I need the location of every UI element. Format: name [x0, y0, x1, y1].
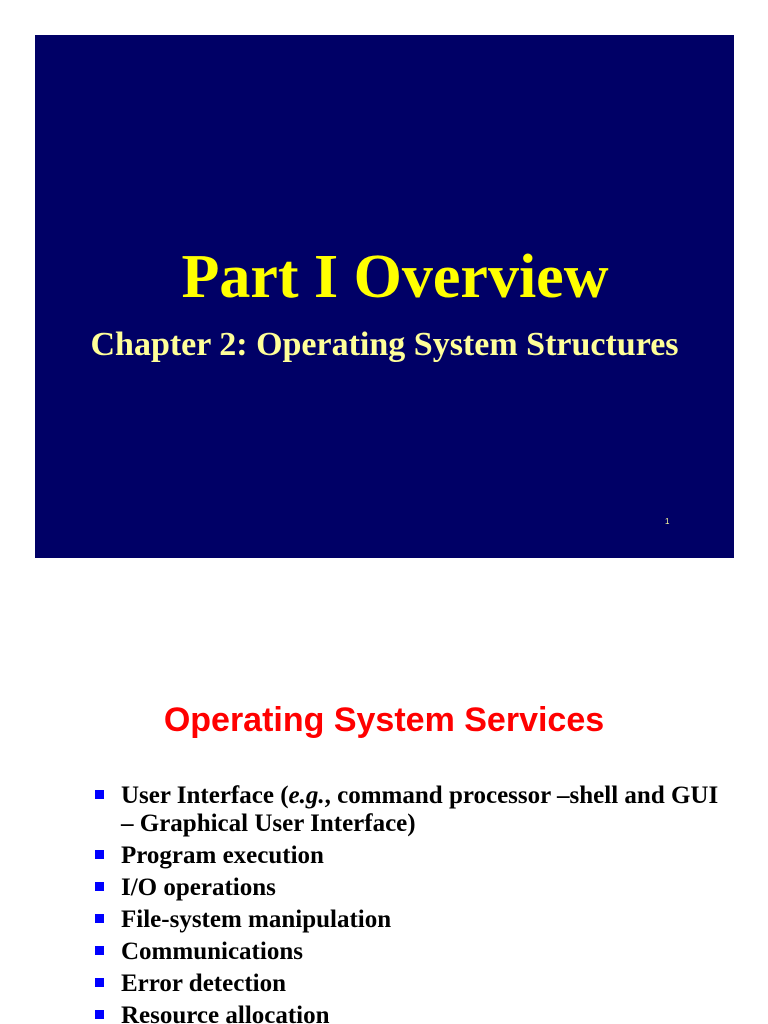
bullet-list — [93, 782, 733, 1024]
slide-page-number: 1 — [665, 517, 670, 526]
slide-subtitle: Chapter 2: Operating System Structures — [90, 326, 679, 363]
bullet-item-resource-allocation — [93, 1002, 733, 1024]
bullet-text: Resource allocation — [121, 1002, 330, 1024]
square-bullet-icon — [95, 1010, 104, 1019]
bullet-item-error-detection — [93, 970, 733, 998]
bullet-text: Error detection — [121, 970, 287, 997]
bullet-item-io-operations — [93, 874, 733, 902]
bullet-text: I/O operations — [121, 874, 276, 901]
section-title: Operating System Services — [163, 701, 605, 739]
square-bullet-icon — [95, 882, 104, 891]
bullet-text-suffix: , command processor –shell and GUI – Graphical User Interface) — [121, 782, 719, 837]
bullet-text: File-system manipulation — [121, 906, 392, 933]
bullet-item-program-execution — [93, 842, 733, 870]
bullet-text: Program execution — [121, 842, 324, 869]
bullet-text: Communications — [121, 938, 303, 965]
square-bullet-icon — [95, 946, 104, 955]
square-bullet-icon — [95, 790, 104, 799]
bullet-text-italic: e.g. — [288, 782, 325, 809]
title-slide — [35, 35, 734, 558]
bullet-item-file-system — [93, 906, 733, 934]
square-bullet-icon — [95, 850, 104, 859]
slide-title: Part I Overview — [181, 243, 609, 311]
square-bullet-icon — [95, 978, 104, 987]
bullet-text-prefix: User Interface ( — [121, 782, 289, 809]
bullet-item-communications — [93, 938, 733, 966]
bullet-text — [121, 782, 718, 837]
bullet-item-user-interface — [93, 782, 733, 838]
square-bullet-icon — [95, 914, 104, 923]
